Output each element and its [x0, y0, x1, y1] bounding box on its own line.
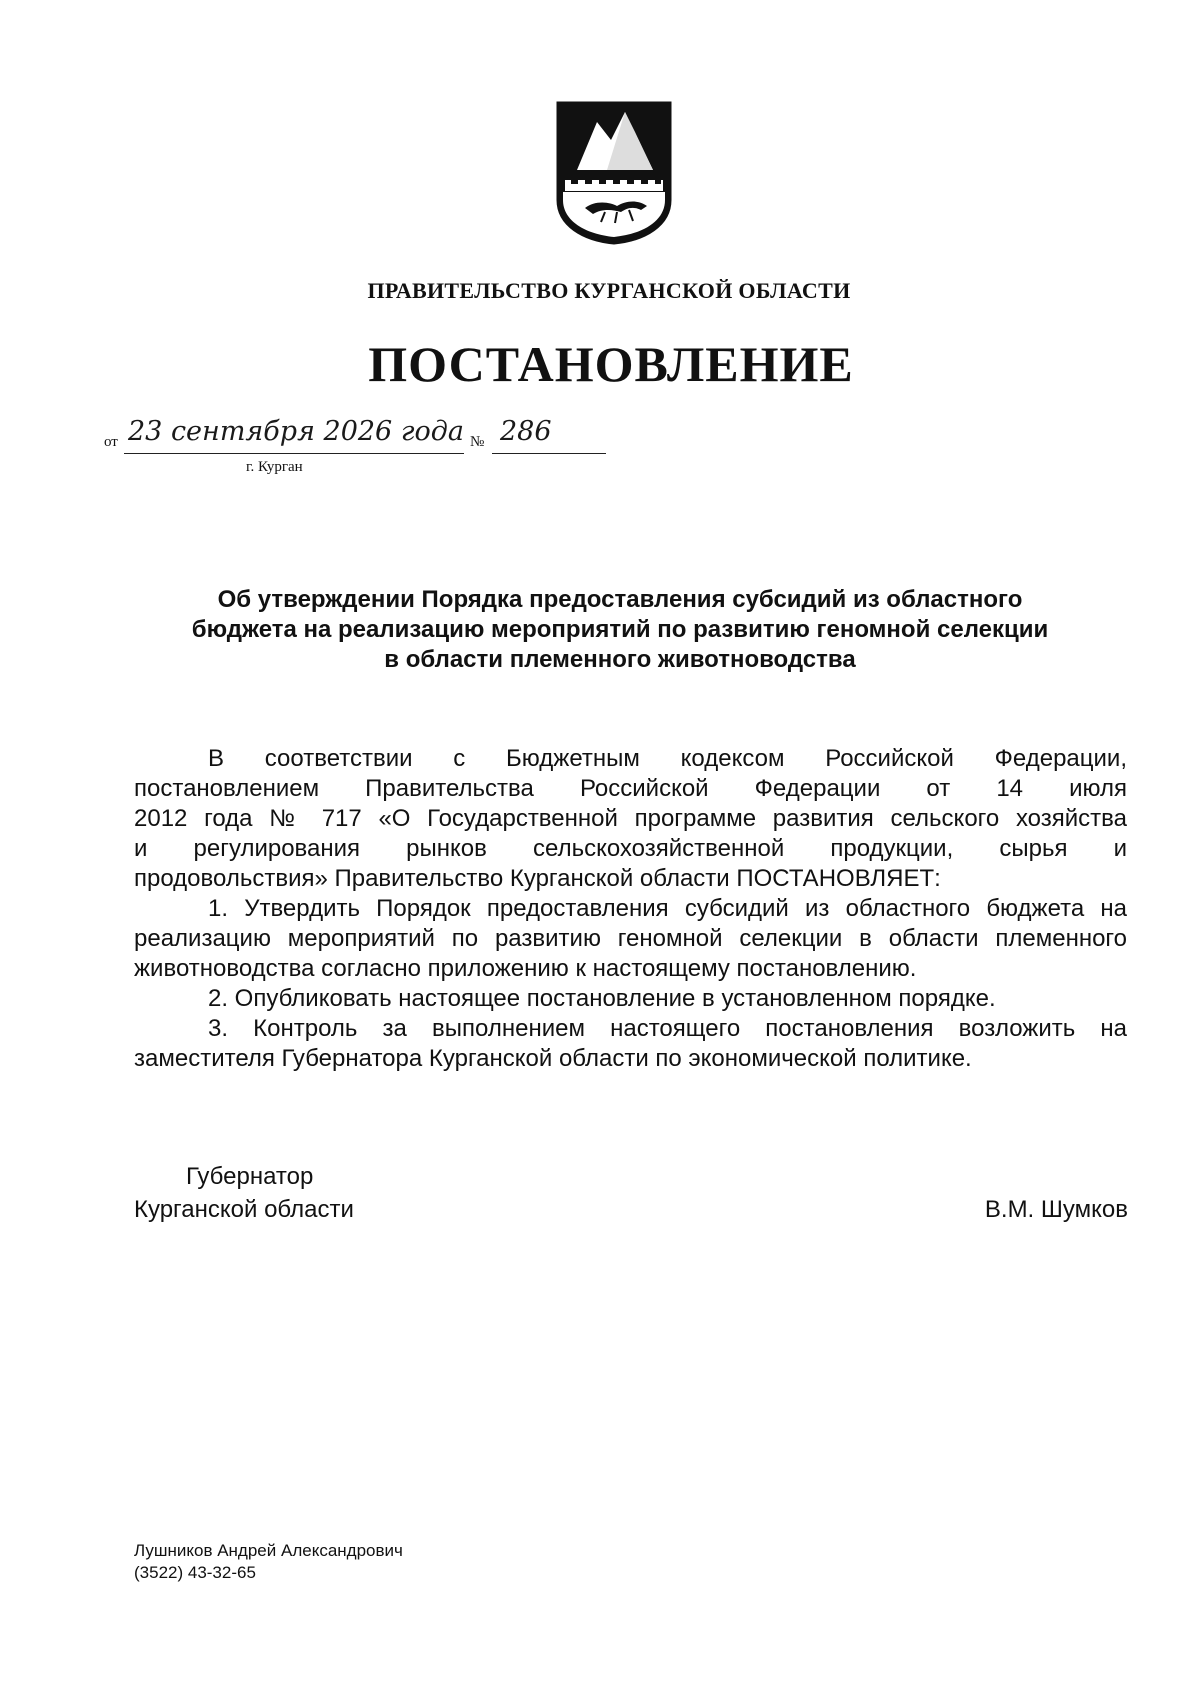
- signatory-position: [134, 1160, 354, 1226]
- date-underline: [124, 453, 464, 454]
- number-prefix: №: [470, 434, 485, 450]
- body-line: постановлением Правительства Российской Федерации от 14 июля: [134, 775, 1127, 802]
- document-body: [134, 744, 1127, 1074]
- date-prefix: от: [104, 434, 118, 450]
- signatory-name: В.М. Шумков: [984, 1196, 1128, 1223]
- organization-name: ПРАВИТЕЛЬСТВО КУРГАНСКОЙ ОБЛАСТИ: [367, 278, 851, 303]
- handwritten-number: 286: [500, 416, 552, 447]
- position-line: Курганской области: [134, 1196, 354, 1223]
- title-line: Об утверждении Порядка предоставления субсидий из областного: [217, 586, 1023, 613]
- executor-info: [134, 1540, 403, 1584]
- document-type: ПОСТАНОВЛЕНИЕ: [368, 336, 854, 392]
- executor-name: Лушников Андрей Александрович: [134, 1541, 403, 1560]
- body-line: и регулирования рынков сельскохозяйственной продукции, сырья и: [134, 835, 1127, 862]
- title-line: в области племенного животноводства: [384, 646, 856, 673]
- body-line: 3. Контроль за выполнением настоящего постановления возложить на: [208, 1015, 1127, 1042]
- body-line: 1. Утвердить Порядок предоставления субсидий из областного бюджета на: [208, 895, 1127, 922]
- position-line: Губернатор: [186, 1163, 314, 1190]
- body-line: 2012 года № 717 «О Государственной программе развития сельского хозяйства: [134, 805, 1127, 832]
- body-line: 2. Опубликовать настоящее постановление в установленном порядке.: [208, 985, 996, 1012]
- body-line: животноводства согласно приложению к настоящему постановлению.: [134, 955, 917, 982]
- city-label: г. Курган: [246, 459, 303, 475]
- body-line: заместителя Губернатора Курганской области по экономической политике.: [134, 1045, 972, 1072]
- executor-phone: (3522) 43-32-65: [134, 1563, 256, 1582]
- body-line: реализацию мероприятий по развитию геномной селекции в области племенного: [134, 925, 1127, 952]
- date-number-line: [104, 416, 624, 462]
- title-line: бюджета на реализацию мероприятий по развитию геномной селекции: [191, 616, 1049, 643]
- handwritten-date: 23 сентября 2026 года: [128, 416, 464, 447]
- number-underline: [492, 453, 606, 454]
- coat-of-arms-icon: [555, 100, 673, 246]
- body-line: В соответствии с Бюджетным кодексом Российской Федерации,: [208, 745, 1127, 772]
- document-title: [120, 585, 1120, 675]
- body-line: продовольствия» Правительство Курганской области ПОСТАНОВЛЯЕТ:: [134, 865, 941, 892]
